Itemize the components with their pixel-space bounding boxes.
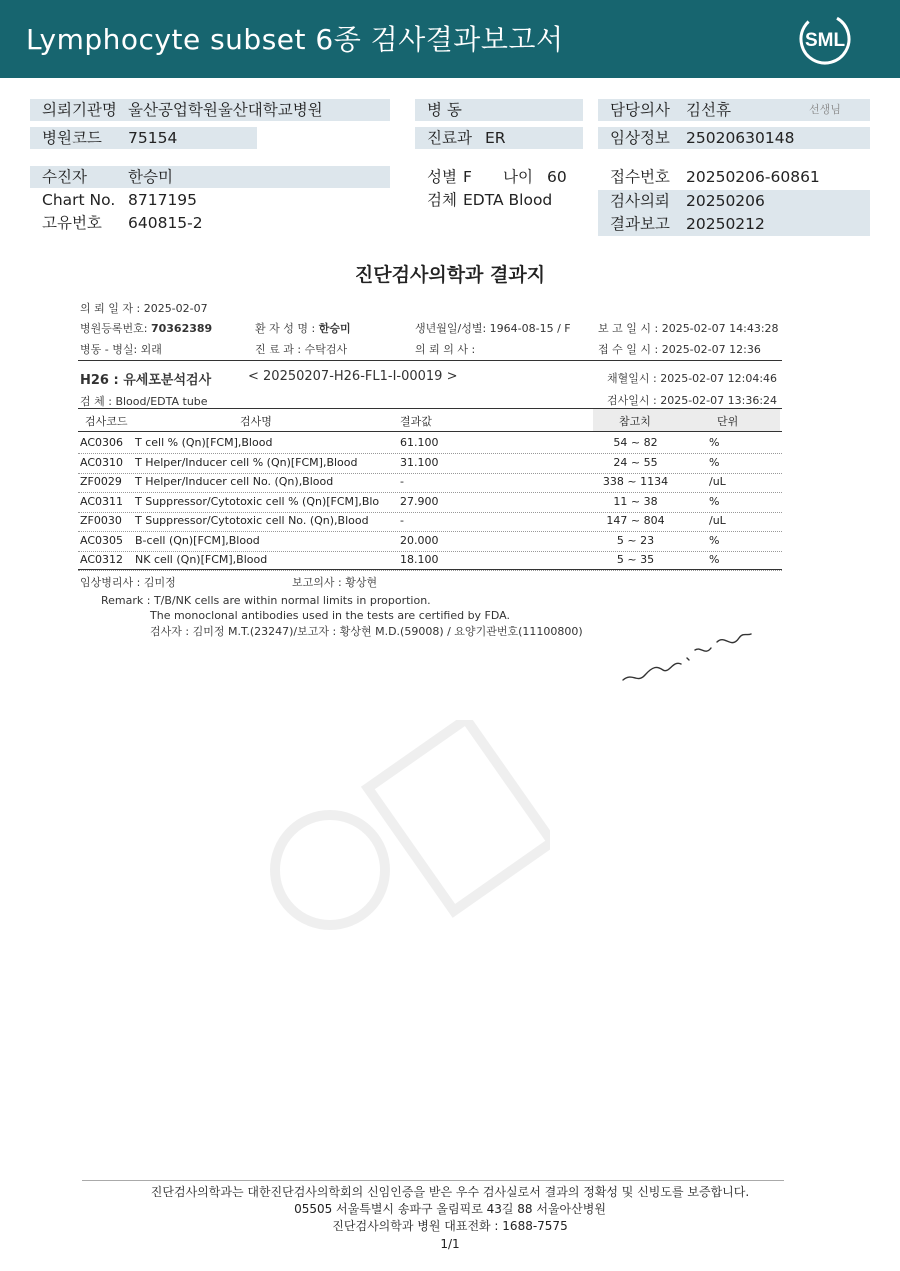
specimen-value: EDTA Blood: [463, 191, 553, 209]
req-org-field: [30, 99, 390, 121]
doctor-suffix: 선생님: [809, 103, 841, 116]
page-title: 진단검사의학과 결과지: [354, 264, 546, 286]
sex-label: 성별: [427, 168, 457, 186]
th-unit: 단위: [717, 415, 739, 428]
scan-test-name: H26 : 유세포분석검사: [80, 373, 212, 388]
scan-patient-name: [255, 320, 351, 336]
scan-divider-top: [78, 360, 782, 361]
scan-remark-1: Remark : T/B/NK cells are within normal limits in proportion.: [101, 594, 431, 607]
row-code: ZF0030: [80, 514, 122, 527]
scan-remark-2: The monoclonal antibodies used in the tests are certified by FDA.: [150, 609, 510, 622]
row-ref: 11 ~ 38: [613, 494, 658, 508]
row-code: AC0310: [80, 455, 124, 469]
scan-dept: 진 료 과 : 수탁검사: [255, 343, 348, 356]
row-test-name: NK cell (Qn)[FCM],Blood: [135, 553, 268, 566]
clinic-label: 임상정보: [610, 129, 670, 147]
doctor-value: 김선휴: [686, 101, 731, 119]
footer-page: 1/1: [440, 1237, 460, 1251]
uid-label: 고유번호: [42, 214, 102, 232]
row-separator: [78, 473, 782, 474]
scan-collect-date: 채혈일시 : 2025-02-07 12:04:46: [607, 372, 778, 385]
receipt-label: 접수번호: [610, 168, 670, 186]
scan-reg-no-value: 70362389: [150, 322, 213, 335]
footer-divider: [82, 1180, 784, 1181]
scan-receipt-date: 접 수 일 시 : 2025-02-07 12:36: [598, 343, 761, 356]
report-date-label: 결과보고: [610, 215, 670, 233]
scan-reg-no-label: 병원등록번호:: [80, 322, 151, 335]
row-unit: %: [709, 436, 720, 449]
scan-test-date: 검사일시 : 2025-02-07 13:36:24: [607, 394, 778, 407]
scan-patient-name-label: 환 자 성 명 :: [255, 322, 319, 335]
chart-value: 8717195: [128, 191, 198, 209]
dates-field: [598, 190, 870, 236]
age-label: 나이: [503, 168, 533, 186]
sex-age-field: [415, 166, 583, 188]
row-ref: 5 ~ 23: [616, 533, 655, 547]
row-result: 27.900: [400, 494, 439, 508]
row-code: AC0311: [80, 494, 124, 508]
scan-barcode: < 20250207-H26-FL1-I-00019 >: [248, 369, 458, 384]
scan-birth: 생년월일/성별: 1964-08-15 / F: [415, 322, 571, 335]
row-result: 18.100: [400, 553, 439, 566]
row-test-name: T Helper/Inducer cell No. (Qn),Blood: [135, 475, 334, 488]
ward-field: [415, 99, 583, 121]
row-ref: 24 ~ 55: [613, 455, 658, 469]
dept-field: [415, 127, 583, 149]
row-ref: 5 ~ 35: [616, 553, 655, 566]
doctor-field: [598, 99, 870, 121]
row-unit: %: [709, 533, 720, 547]
handwritten-signature: [615, 620, 755, 690]
chart-label: Chart No.: [42, 191, 116, 209]
row-code: AC0305: [80, 533, 124, 547]
row-test-name: B-cell (Qn)[FCM],Blood: [135, 533, 260, 547]
row-unit: %: [709, 494, 720, 508]
row-separator: [78, 512, 782, 513]
ward-label: 병 동: [427, 101, 462, 119]
hosp-code-value: 75154: [128, 129, 178, 147]
scan-report-doctor: 보고의사 : 황상현: [292, 576, 378, 589]
row-result: 31.100: [400, 455, 439, 469]
row-separator: [78, 570, 782, 571]
dept-value: ER: [485, 129, 506, 147]
row-ref: 54 ~ 82: [613, 436, 658, 449]
hosp-code-field: [30, 127, 257, 149]
doctor-label: 담당의사: [610, 101, 670, 119]
scan-remark-3: 검사자 : 김미정 M.T.(23247)/보고자 : 황상현 M.D.(59008) / 요양기관번호(11100800): [150, 625, 583, 638]
row-test-name: T Helper/Inducer cell % (Qn)[FCM],Blood: [135, 455, 358, 469]
hosp-code-label: 병원코드: [42, 129, 102, 147]
chart-field: [30, 189, 390, 211]
scan-req-doctor: 의 뢰 의 사 :: [415, 343, 476, 356]
row-separator: [78, 492, 782, 493]
table-bottom-rule: [78, 569, 782, 570]
patient-value: 한승미: [128, 168, 173, 186]
receipt-field: [598, 166, 870, 188]
th-result: 결과값: [400, 415, 432, 428]
scan-patient-name-value: 한승미: [318, 322, 351, 335]
row-unit: /uL: [709, 514, 726, 527]
th-name: 검사명: [240, 415, 272, 428]
sml-logo-text: SML: [804, 30, 846, 51]
row-result: -: [400, 514, 404, 527]
row-unit: %: [709, 553, 720, 566]
report-date-value: 20250212: [686, 215, 765, 233]
row-test-name: T cell % (Qn)[FCM],Blood: [135, 436, 273, 449]
patient-label: 수진자: [42, 168, 87, 186]
specimen-field: [415, 189, 583, 211]
req-org-label: 의뢰기관명: [42, 101, 117, 119]
footer-address: 05505 서울특별시 송파구 올림픽로 43길 88 서울아산병원: [294, 1202, 606, 1216]
row-test-name: T Suppressor/Cytotoxic cell No. (Qn),Blood: [135, 514, 369, 527]
footer-contact: 진단검사의학과 병원 대표전화 : 1688-7575: [332, 1219, 568, 1233]
row-unit: /uL: [709, 475, 726, 488]
row-code: AC0312: [80, 553, 124, 566]
patient-field: [30, 166, 390, 188]
row-ref: 338 ~ 1134: [602, 475, 669, 488]
row-separator: [78, 551, 782, 552]
scan-req-date: 의 뢰 일 자 : 2025-02-07: [80, 302, 208, 315]
row-result: -: [400, 475, 404, 488]
sml-logo: [798, 12, 852, 66]
scan-ward-room: 병동 - 병실: 외래: [80, 343, 162, 356]
dept-label: 진료과: [427, 129, 472, 147]
th-code: 검사코드: [85, 415, 128, 428]
req-date-label: 검사의뢰: [610, 192, 670, 210]
receipt-value: 20250206-60861: [686, 168, 820, 186]
report-title: Lymphocyte subset 6종 검사결과보고서: [26, 23, 564, 56]
row-code: AC0306: [80, 436, 124, 449]
specimen-label: 검체: [427, 191, 457, 209]
th-ref: 참고치: [619, 415, 651, 428]
age-value: 60: [547, 168, 567, 186]
row-unit: %: [709, 455, 720, 469]
sex-value: F: [463, 168, 472, 186]
row-test-name: T Suppressor/Cytotoxic cell % (Qn)[FCM],Blo: [135, 494, 380, 508]
row-ref: 147 ~ 804: [606, 514, 665, 527]
table-top-rule: [78, 408, 782, 409]
row-result: 61.100: [400, 436, 439, 449]
scan-clin-path: 임상병리사 : 김미정: [80, 576, 176, 589]
header-banner: [0, 0, 900, 78]
row-result: 20.000: [400, 533, 439, 547]
clinic-field: [598, 127, 870, 149]
table-header-rule: [78, 431, 782, 432]
row-separator: [78, 531, 782, 532]
row-code: ZF0029: [80, 475, 122, 488]
footer-certification: 진단검사의학과는 대한진단검사의학회의 신임인증을 받은 우수 검사실로서 결과의 정확성 및 신빙도를 보증합니다.: [150, 1185, 750, 1199]
uid-value: 640815-2: [128, 214, 203, 232]
watermark-seal: [250, 720, 550, 940]
scan-specimen: 검 체 : Blood/EDTA tube: [80, 395, 208, 408]
scan-reg-no: [80, 320, 212, 336]
row-separator: [78, 453, 782, 454]
uid-field: [30, 212, 390, 234]
req-org-value: 울산공업학원울산대학교병원: [128, 101, 323, 119]
req-date-value: 20250206: [686, 192, 765, 210]
scan-report-date: 보 고 일 시 : 2025-02-07 14:43:28: [598, 322, 779, 335]
clinic-value: 25020630148: [686, 129, 795, 147]
